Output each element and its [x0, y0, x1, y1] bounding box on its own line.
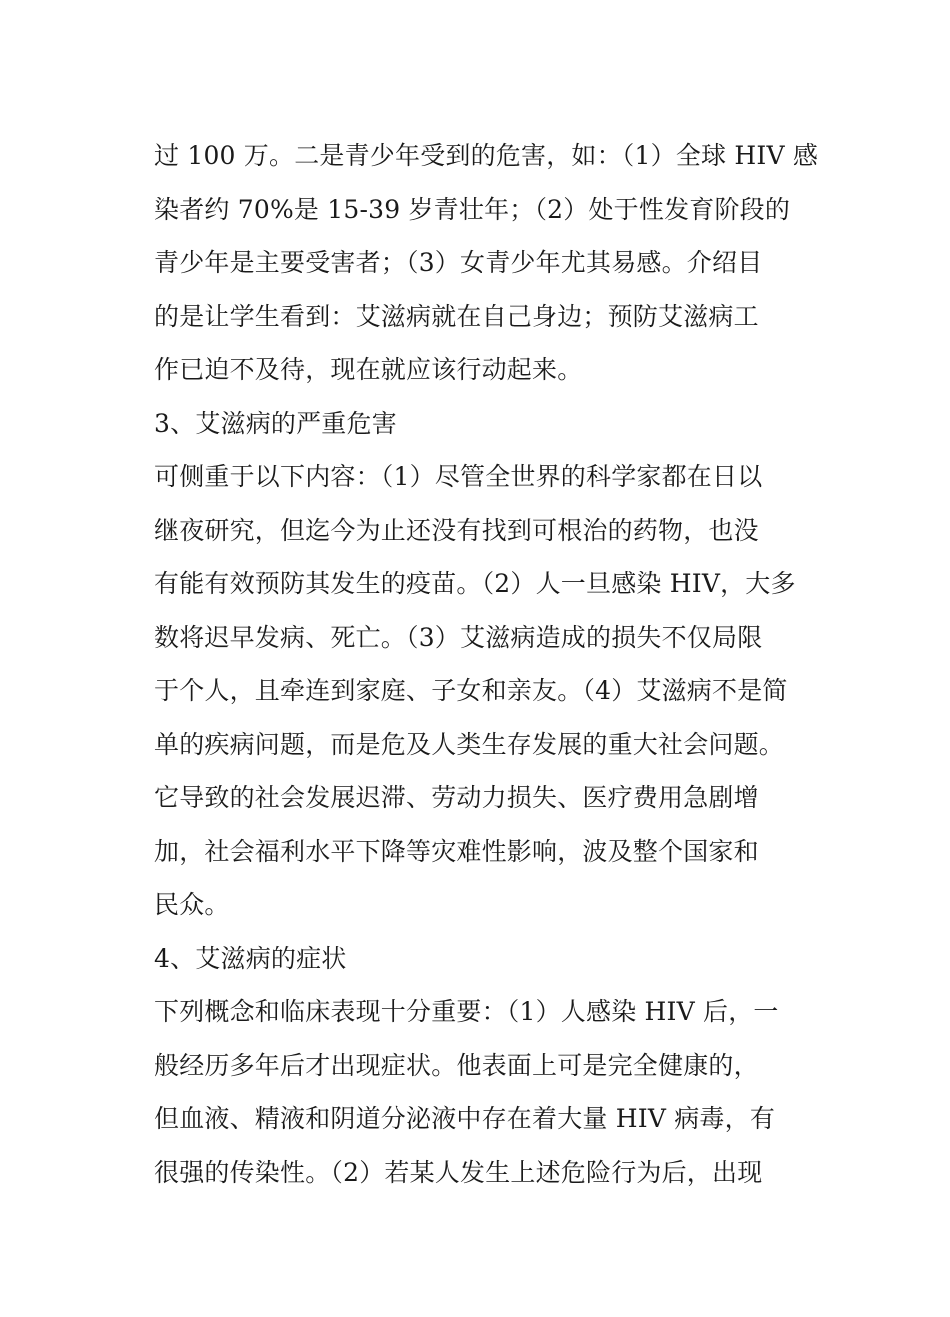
text-line: 下列概念和临床表现十分重要：（1）人感染 HIV 后，一 — [154, 997, 779, 1026]
section-heading: 4、艾滋病的症状 — [154, 944, 347, 973]
text-line: 加，社会福利水平下降等灾难性影响，波及整个国家和 — [154, 837, 759, 866]
text-line: 于个人，且牵连到家庭、子女和亲友。（4）艾滋病不是简 — [154, 676, 788, 705]
text-line: 过 100 万。二是青少年受到的危害，如：（1）全球 HIV 感 — [154, 141, 819, 170]
text-line: 作已迫不及待，现在就应该行动起来。 — [154, 355, 583, 384]
section-heading: 3、艾滋病的严重危害 — [154, 409, 397, 438]
text-line: 它导致的社会发展迟滞、劳动力损失、医疗费用急剧增 — [154, 783, 759, 812]
text-line: 有能有效预防其发生的疫苗。（2）人一旦感染 HIV，大多 — [154, 569, 796, 598]
text-line: 数将迟早发病、死亡。（3）艾滋病造成的损失不仅局限 — [154, 623, 763, 652]
text-line: 很强的传染性。（2）若某人发生上述危险行为后，出现 — [154, 1158, 763, 1187]
text-line: 单的疾病问题，而是危及人类生存发展的重大社会问题。 — [154, 730, 785, 759]
text-line: 染者约 70%是 15-39 岁青壮年；（2）处于性发育阶段的 — [154, 195, 791, 224]
text-line: 继夜研究，但迄今为止还没有找到可根治的药物，也没 — [154, 516, 759, 545]
text-line: 的是让学生看到：艾滋病就在自己身边；预防艾滋病工 — [154, 302, 759, 331]
text-line: 民众。 — [154, 890, 230, 919]
text-line: 但血液、精液和阴道分泌液中存在着大量 HIV 病毒，有 — [154, 1104, 776, 1133]
text-line: 般经历多年后才出现症状。他表面上可是完全健康的， — [154, 1051, 759, 1080]
text-line: 可侧重于以下内容：（1）尽管全世界的科学家都在日以 — [154, 462, 763, 491]
text-line: 青少年是主要受害者；（3）女青少年尤其易感。介绍目 — [154, 248, 763, 277]
